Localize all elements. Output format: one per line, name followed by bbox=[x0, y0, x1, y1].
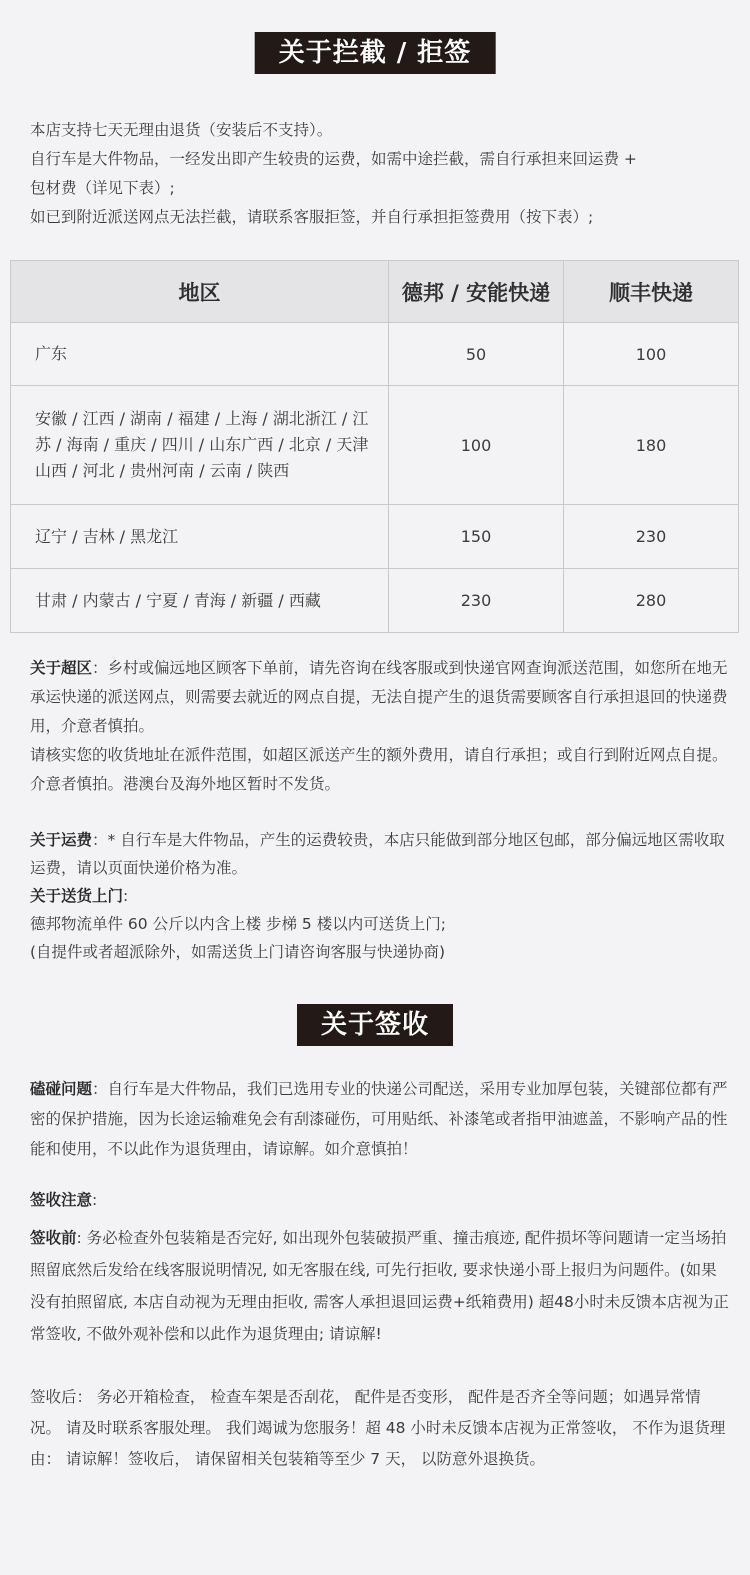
freight-table bbox=[10, 260, 739, 633]
region-cell: 甘肃 / 内蒙古 / 宁夏 / 青海 / 新疆 / 西藏 bbox=[11, 569, 389, 633]
table-row bbox=[11, 505, 739, 569]
table-header-row bbox=[11, 261, 739, 323]
deppon-fee-cell: 50 bbox=[389, 323, 564, 386]
damage-paragraph bbox=[30, 1074, 730, 1164]
freight-label: 关于运费 bbox=[30, 831, 93, 849]
sf-fee-cell: 100 bbox=[564, 323, 739, 386]
region-cell: 广东 bbox=[11, 323, 389, 386]
damage-text: ：自行车是大件物品，我们已选用专业的快递公司配送，采用专业加厚包装，关键部位都有严密的保护措施，因为长途运输难免会有刮漆碰伤，可用贴纸、补漆笔或者指甲油遮盖，不影响产品的性能和使用，不以此作为退货理由，请谅解。如介意慎拍！ bbox=[30, 1080, 728, 1158]
header-region: 地区 bbox=[11, 261, 389, 323]
table-row bbox=[11, 323, 739, 386]
delivery-line-1: 德邦物流单件 60 公斤以内含上楼 步梯 5 楼以内可送货上门; bbox=[30, 915, 446, 933]
sf-fee-cell: 230 bbox=[564, 505, 739, 569]
sign-heading-colon: : bbox=[92, 1191, 98, 1209]
overzone-text: ：乡村或偏远地区顾客下单前，请先咨询在线客服或到快递官网查询派送范围，如您所在地无承运快递的派送网点，则需要去就近的网点自提，无法自提产生的退货需要顾客自行承担退回的快递费用，介意者慎拍。 bbox=[30, 659, 728, 735]
sign-before-paragraph bbox=[30, 1222, 730, 1350]
freight-text: ：* 自行车是大件物品，产生的运费较贵，本店只能做到部分地区包邮，部分偏远地区需收取运费，请以页面快递价格为准。 bbox=[30, 831, 725, 877]
intro-line-3: 包材费（详见下表）; bbox=[30, 179, 175, 197]
section-title-signing: 关于签收 bbox=[297, 1004, 453, 1046]
header-sf: 顺丰快递 bbox=[564, 261, 739, 323]
sign-after-paragraph: 签收后： 务必开箱检查， 检查车架是否刮花， 配件是否变形， 配件是否齐全等问题；如遇异常情况。 请及时联系客服处理。 我们竭诚为您服务！超 48 小时未反馈本店视为正常签收， 不作为退货理由： 请谅解！签收后， 请保留相关包装箱等至少 7 天， 以防意外退换货。 bbox=[30, 1388, 726, 1468]
sign-before-label: 签收前 bbox=[30, 1229, 77, 1247]
delivery-paragraph bbox=[30, 882, 730, 966]
deppon-fee-cell: 150 bbox=[389, 505, 564, 569]
sf-fee-cell: 280 bbox=[564, 569, 739, 633]
section-title-intercept: 关于拦截 / 拒签 bbox=[255, 32, 496, 74]
intro-paragraph bbox=[30, 116, 730, 232]
table-row bbox=[11, 386, 739, 505]
header-deppon: 德邦 / 安能快递 bbox=[389, 261, 564, 323]
deppon-fee-cell: 230 bbox=[389, 569, 564, 633]
sf-fee-cell: 180 bbox=[564, 386, 739, 505]
intro-line-2: 自行车是大件物品，一经发出即产生较贵的运费，如需中途拦截，需自行承担来回运费 + bbox=[30, 150, 637, 168]
sign-heading-label: 签收注意 bbox=[30, 1191, 93, 1209]
delivery-line-2: (自提件或者超派除外，如需送货上门请咨询客服与快递协商) bbox=[30, 943, 446, 961]
intro-line-1: 本店支持七天无理由退货（安装后不支持）。 bbox=[30, 121, 333, 139]
overzone-label: 关于超区 bbox=[30, 659, 93, 677]
overzone-text-2: 请核实您的收货地址在派件范围，如超区派送产生的额外费用，请自行承担；或自行到附近网点自提。介意者慎拍。港澳台及海外地区暂时不发货。 bbox=[30, 746, 728, 793]
overzone-paragraph bbox=[30, 654, 730, 799]
intro-line-4: 如已到附近派送网点无法拦截，请联系客服拒签，并自行承担拒签费用（按下表）; bbox=[30, 208, 594, 226]
table-row bbox=[11, 569, 739, 633]
delivery-colon: : bbox=[123, 887, 129, 905]
deppon-fee-cell: 100 bbox=[389, 386, 564, 505]
region-cell: 辽宁 / 吉林 / 黑龙江 bbox=[11, 505, 389, 569]
damage-label: 磕碰问题 bbox=[30, 1080, 93, 1098]
freight-paragraph bbox=[30, 826, 730, 882]
delivery-label: 关于送货上门 bbox=[30, 887, 124, 905]
sign-heading bbox=[30, 1186, 730, 1214]
region-cell: 安徽 / 江西 / 湖南 / 福建 / 上海 / 湖北浙江 / 江苏 / 海南 / 重庆 / 四川 / 山东广西 / 北京 / 天津山西 / 河北 / 贵州河南 / 云南 / 陕西 bbox=[11, 386, 389, 505]
sign-before-text: : 务必检查外包装箱是否完好, 如出现外包装破损严重、撞击痕迹, 配件损坏等问题请一定当场拍照留底然后发给在线客服说明情况, 如无客服在线, 可先行拒收, 要求快递小哥上报归为问题件。(如果没有拍照留底, 本店自动视为无理由拒收, 需客人承担退回运费+纸箱费用) 超48小时未反馈本店视为正常签收, 不做外观补偿和以此作为退货理由; 请谅解! bbox=[30, 1229, 729, 1343]
